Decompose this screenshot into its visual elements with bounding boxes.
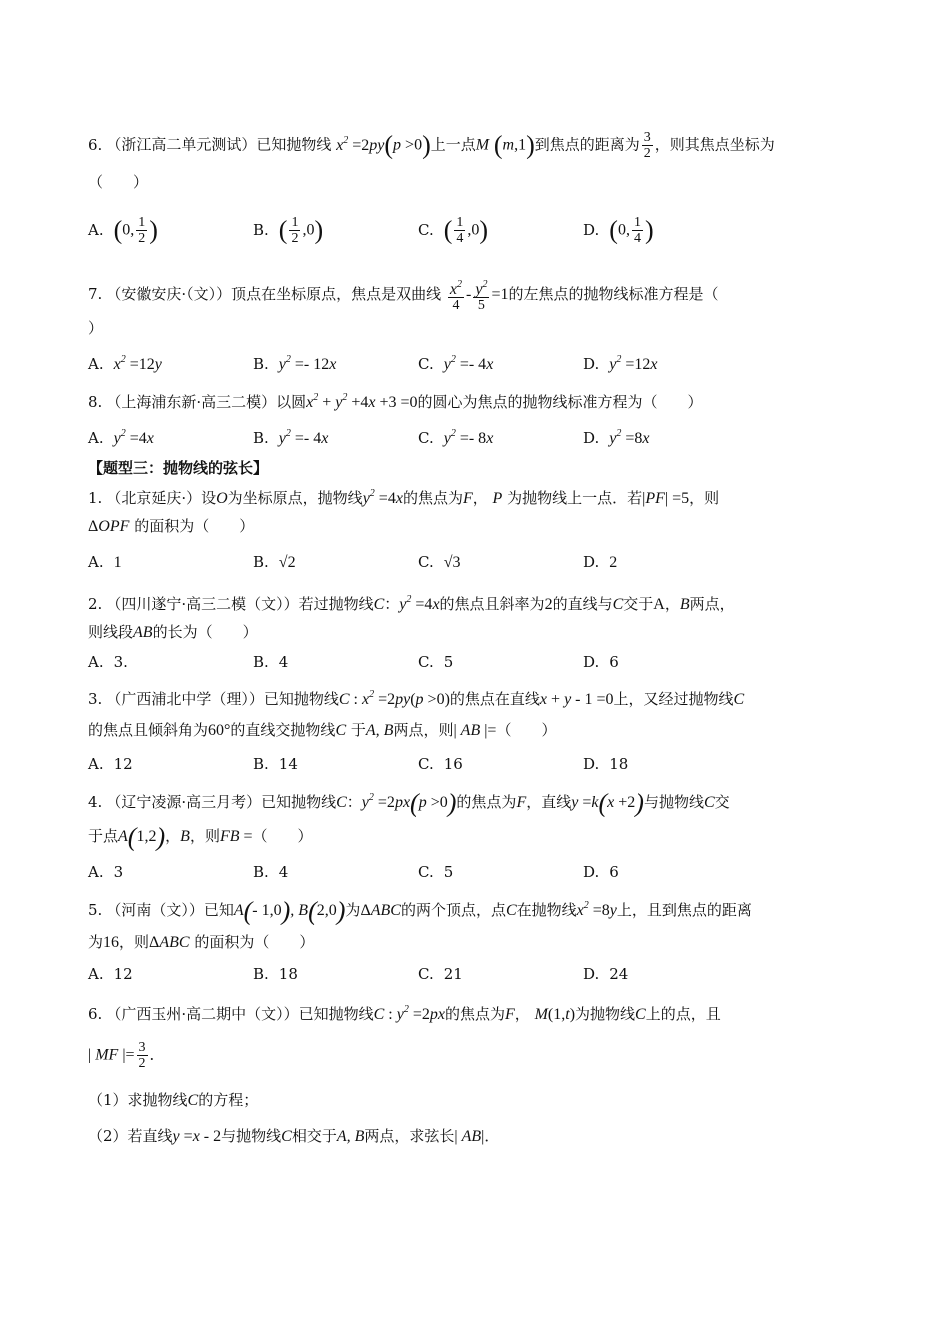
- option-b: B. ( $\frac{1}{2}$ ,0): [253, 215, 324, 246]
- question-6-answer-blank: （ ）: [88, 173, 149, 191]
- option-d: D. (0, $\frac{1}{4}$ ): [583, 215, 654, 246]
- option-d: D. $y^2 =12x$: [583, 354, 658, 373]
- section-3-question-1-cont: ΔOPF 的面积为（ ）: [88, 517, 255, 535]
- question-7-parabola-equation: 7. （安徽安庆·（文））顶点在坐标原点，焦点是双曲线 $\frac{x^2}{4}$ - $\frac{y^2}{5}$ =1的左焦点的抛物线标准方程是（: [88, 279, 719, 313]
- question-8-options: [88, 422, 868, 446]
- section-heading-chord-length: 【题型三：抛物线的弦长】: [88, 459, 269, 477]
- option-c: C. 16: [418, 755, 463, 773]
- option-d: D. 18: [583, 755, 629, 773]
- option-d: D. 2: [583, 553, 618, 571]
- option-c: C. 21: [418, 965, 463, 983]
- option-d: D. 24: [583, 965, 629, 983]
- section-3-question-5: 5. （河南（文））已知A(- 1,0), B(2,0)为ΔABC的两个顶点，点C在抛物线$x^2 =8y$上，且到焦点的距离: [88, 896, 752, 926]
- option-c: C. $y^2 =- 8x$: [418, 428, 494, 447]
- option-b: B. $y^2 =- 12x$: [253, 354, 337, 373]
- section-3-question-6-part-1: （1）求抛物线C的方程；: [88, 1091, 259, 1109]
- section-3-question-2-cont: 则线段AB的长为（ ）: [88, 623, 258, 641]
- section-3-question-6-cont: | MF |= $\frac{3}{2}$ ．: [88, 1040, 165, 1071]
- section-3-question-5-cont: 为16，则ΔABC 的面积为（ ）: [88, 933, 315, 951]
- option-a: A. $y^2 =4x$: [88, 428, 154, 447]
- option-d: D. 6: [583, 863, 619, 881]
- option-d: D. 6: [583, 653, 619, 671]
- section-3-question-4-options: [88, 860, 868, 884]
- option-b: B. 14: [253, 755, 298, 773]
- section-3-question-6-part-2: （2）若直线y =x - 2与抛物线C相交于A, B两点，求弦长| AB|．: [88, 1127, 500, 1145]
- question-8-circle-focus: 8. （上海浦东新·高三二模）以圆$x^2 + y^2 +4x +3 =0$的圆心为焦点的抛物线标准方程为（ ）: [88, 392, 703, 411]
- section-3-question-1: 1. （北京延庆·）设O为坐标原点，抛物线$y^2 =4x$的焦点为F， P 为抛物线上一点．若|PF| =5，则: [88, 488, 720, 507]
- section-3-question-2: 2. （四川遂宁·高三二模（文））若过抛物线C：$y^2 =4x$的焦点且斜率为2的直线与C交于A，B两点，: [88, 594, 735, 613]
- option-c: C. $y^2 =- 4x$: [418, 354, 494, 373]
- option-c: C. √3: [418, 553, 461, 571]
- option-a: A. 12: [88, 965, 133, 983]
- option-b: B. 4: [253, 863, 289, 881]
- section-3-question-5-options: [88, 962, 868, 986]
- section-3-question-4-cont: 于点A(1,2)，B，则FB =（ ）: [88, 822, 313, 852]
- option-c: C. 5: [418, 863, 454, 881]
- option-a: A. 1: [88, 553, 122, 571]
- section-3-question-3: 3. （广西浦北中学（理））已知抛物线C : $x^2 =2py(p >0)$的焦点在直线x + y - 1 =0上，又经过抛物线C: [88, 689, 745, 708]
- section-3-question-2-options: [88, 650, 868, 674]
- section-3-question-3-cont: 的焦点且倾斜角为60°的直线交抛物线C 于A, B两点，则| AB |=（ ）: [88, 721, 557, 739]
- option-a: A. 3: [88, 863, 124, 881]
- option-c: C. 5: [418, 653, 454, 671]
- option-d: D. $y^2 =8x$: [583, 428, 650, 447]
- section-3-question-1-options: [88, 550, 868, 574]
- option-a: A. (0, $\frac{1}{2}$ ): [88, 215, 158, 246]
- option-a: A. 3.: [88, 653, 128, 671]
- option-b: B. $y^2 =- 4x$: [253, 428, 329, 447]
- section-3-question-4: 4. （辽宁凌源·高三月考）已知抛物线C：$y^2 =2px(p >0)$的焦点为F，直线y =k(x +2)与抛物线C交: [88, 788, 730, 818]
- question-6-parabola-focus: 6. （浙江高二单元测试）已知抛物线 $x^2 =2py(p >0)$上一点M (m,1)到焦点的距离为 $\frac{3}{2}$ ，则其焦点坐标为: [88, 130, 775, 161]
- option-c: C. ( $\frac{1}{4}$ ,0): [418, 215, 489, 246]
- question-6-options: [88, 215, 868, 246]
- option-b: B. 4: [253, 653, 289, 671]
- question-7-options: [88, 348, 868, 372]
- option-b: B. √2: [253, 553, 296, 571]
- option-b: B. 18: [253, 965, 298, 983]
- question-7-answer-blank: ）: [88, 319, 104, 337]
- option-a: A. $x^2 =12y$: [88, 354, 162, 373]
- section-3-question-6: 6. （广西玉州·高二期中（文））已知抛物线C : $y^2 =2px$的焦点为F， M(1,t)为抛物线C上的点，且: [88, 1004, 721, 1023]
- section-3-question-3-options: [88, 752, 868, 776]
- option-a: A. 12: [88, 755, 133, 773]
